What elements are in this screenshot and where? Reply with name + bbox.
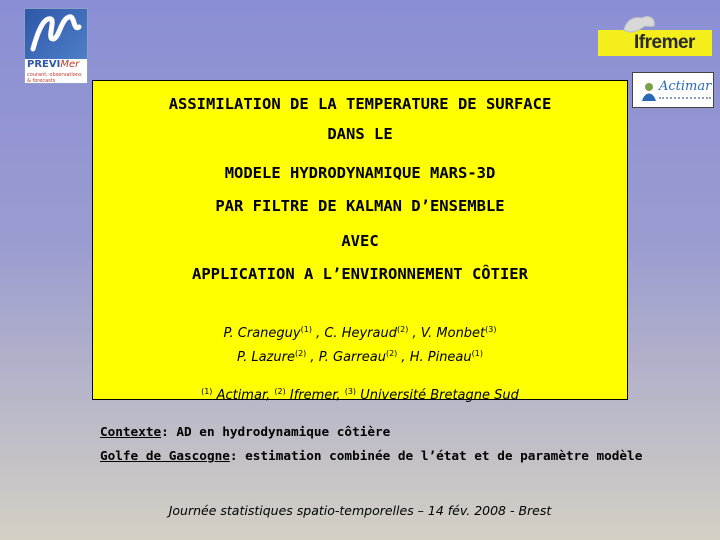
affiliation-name: Ifremer,: [289, 388, 341, 403]
context-item-2: [100, 444, 642, 468]
authors-line-2: P. Lazure$^{(2)}$ , P. Garreau$^{(2)}$ , H. Pineau$^{(1)}$: [237, 349, 483, 365]
context-text: : AD en hydrodynamique côtière: [161, 424, 391, 439]
affiliation-ref: (2): [274, 387, 286, 396]
author-name: P. Craneguy: [223, 326, 301, 341]
title-line-4: PAR FILTRE DE KALMAN D’ENSEMBLE: [215, 197, 505, 215]
title-line-5: AVEC: [341, 232, 379, 250]
author-ref: (3): [485, 325, 497, 334]
previmer-tagline: courant, observations & forecasts: [27, 72, 82, 84]
ifremer-wordmark: Ifremer: [634, 32, 695, 53]
ifremer-logo: [598, 12, 712, 58]
title-line-6: APPLICATION A L’ENVIRONNEMENT CÔTIER: [192, 265, 528, 283]
actimar-wordmark: Actimar: [659, 79, 712, 94]
author-name: H. Pineau: [409, 350, 472, 365]
actimar-logo: [632, 72, 714, 108]
title-box: [92, 80, 628, 403]
affiliations-line: [93, 383, 627, 405]
author-name: C. Heyraud: [324, 326, 397, 341]
title-line-1: ASSIMILATION DE LA TEMPERATURE DE SURFACE: [168, 95, 552, 113]
title-line-3: MODELE HYDRODYNAMIQUE MARS-3D: [224, 164, 496, 182]
author-name: P. Lazure: [237, 350, 295, 365]
affiliation-ref: (1): [201, 387, 213, 396]
context-key: Golfe de Gascogne: [100, 448, 230, 463]
previmer-logo: [24, 8, 88, 84]
author-ref: (2): [385, 349, 398, 358]
author-ref: (1): [300, 325, 312, 334]
affiliation-name: Université Bretagne Sud: [360, 388, 519, 403]
footer-event: Journée statistiques spatio-temporelles – 14 fév. 2008 - Brest: [168, 503, 552, 518]
actimar-bird-icon: [639, 79, 659, 103]
title-line-2: DANS LE: [327, 125, 393, 143]
author-ref: (1): [471, 349, 483, 358]
previmer-wordmark: PREVIMer: [27, 59, 80, 70]
author-ref: (2): [294, 349, 307, 358]
author-name: P. Garreau: [318, 350, 386, 365]
affiliation-name: Actimar,: [216, 388, 271, 403]
affiliation-ref: (3): [344, 387, 357, 396]
context-block: [100, 420, 642, 468]
actimar-underline: [659, 97, 711, 101]
context-item-1: [100, 420, 642, 444]
context-text: : estimation combinée de l’état et de paramètre modèle: [229, 448, 643, 463]
context-key: Contexte: [100, 424, 162, 439]
previmer-wave-icon: [25, 9, 87, 59]
author-ref: (2): [396, 325, 409, 334]
author-name: V. Monbet: [420, 326, 486, 341]
authors-line-1: P. Craneguy$^{(1)}$ , C. Heyraud$^{(2)}$ , V. Monbet$^{(3)}$: [223, 325, 497, 341]
